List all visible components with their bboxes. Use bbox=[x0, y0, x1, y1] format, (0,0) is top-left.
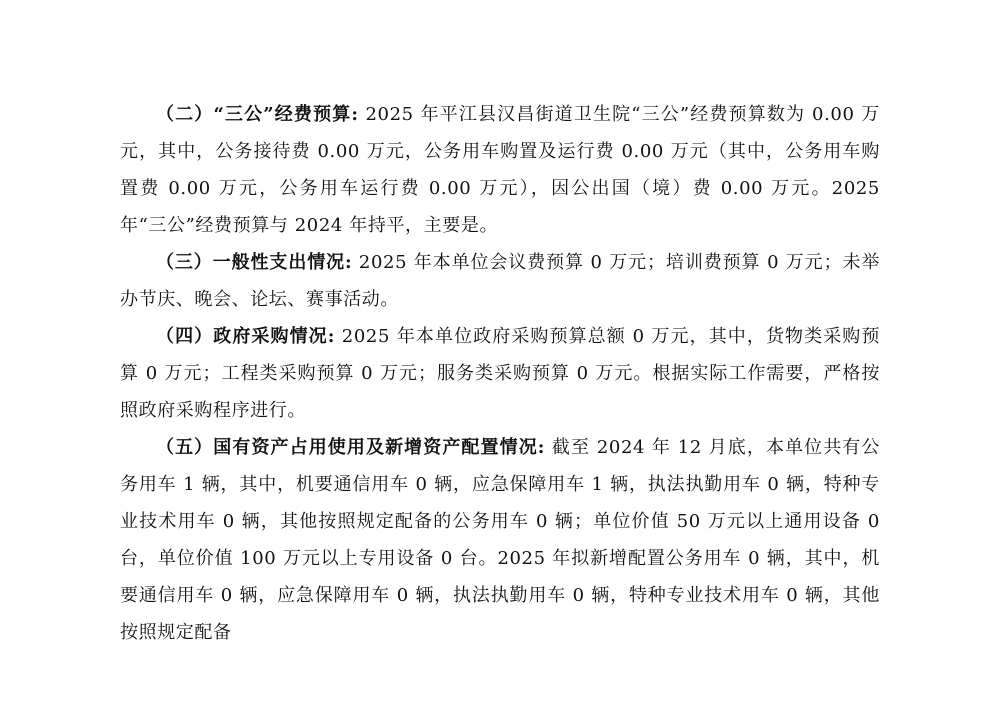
paragraph-government-procurement bbox=[120, 318, 880, 429]
document-body bbox=[120, 96, 880, 651]
section-text-san-gong: 2025 年平江县汉昌街道卫生院“三公”经费预算数为 0.00 万元，其中，公务接待费 0.00 万元，公务用车购置及运行费 0.00 万元（其中，公务用车购置费 0.00 万元，公务用车运行费 0.00 万元），因公出国（境）费 0.00 万元。2025 年“三公”经费预算与 2024 年持平，主要是。 bbox=[120, 104, 880, 236]
section-heading-general-expenditure: （三）一般性支出情况: bbox=[156, 252, 353, 273]
paragraph-san-gong-budget bbox=[120, 96, 880, 244]
section-text-state-assets: 截至 2024 年 12 月底，本单位共有公务用车 1 辆，其中，机要通信用车 0 辆，应急保障用车 1 辆，执法执勤用车 0 辆，特种专业技术用车 0 辆，其他按照规定配备的公务用车 0 辆；单位价值 50 万元以上通用设备 0 台，单位价值 100 万元以上专用设备 0 台。2025 年拟新增配置公务用车 0 辆，其中，机要通信用车 0 辆，应急保障用车 0 辆，执法执勤用车 0 辆，特种专业技术用车 0 辆，其他按照规定配备 bbox=[120, 437, 881, 643]
section-heading-procurement: （四）政府采购情况: bbox=[156, 326, 335, 347]
paragraph-general-expenditure bbox=[120, 244, 880, 318]
section-text-procurement: 2025 年本单位政府采购预算总额 0 万元，其中，货物类采购预算 0 万元；工程类采购预算 0 万元；服务类采购预算 0 万元。根据实际工作需要，严格按照政府采购程序进行。 bbox=[120, 326, 880, 421]
paragraph-state-assets bbox=[120, 429, 880, 651]
section-heading-state-assets: （五）国有资产占用使用及新增资产配置情况: bbox=[156, 437, 546, 458]
section-heading-san-gong: （二）“三公”经费预算: bbox=[156, 104, 359, 125]
section-text-general-expenditure: 2025 年本单位会议费预算 0 万元；培训费预算 0 万元；未举办节庆、晚会、论坛、赛事活动。 bbox=[120, 252, 880, 310]
